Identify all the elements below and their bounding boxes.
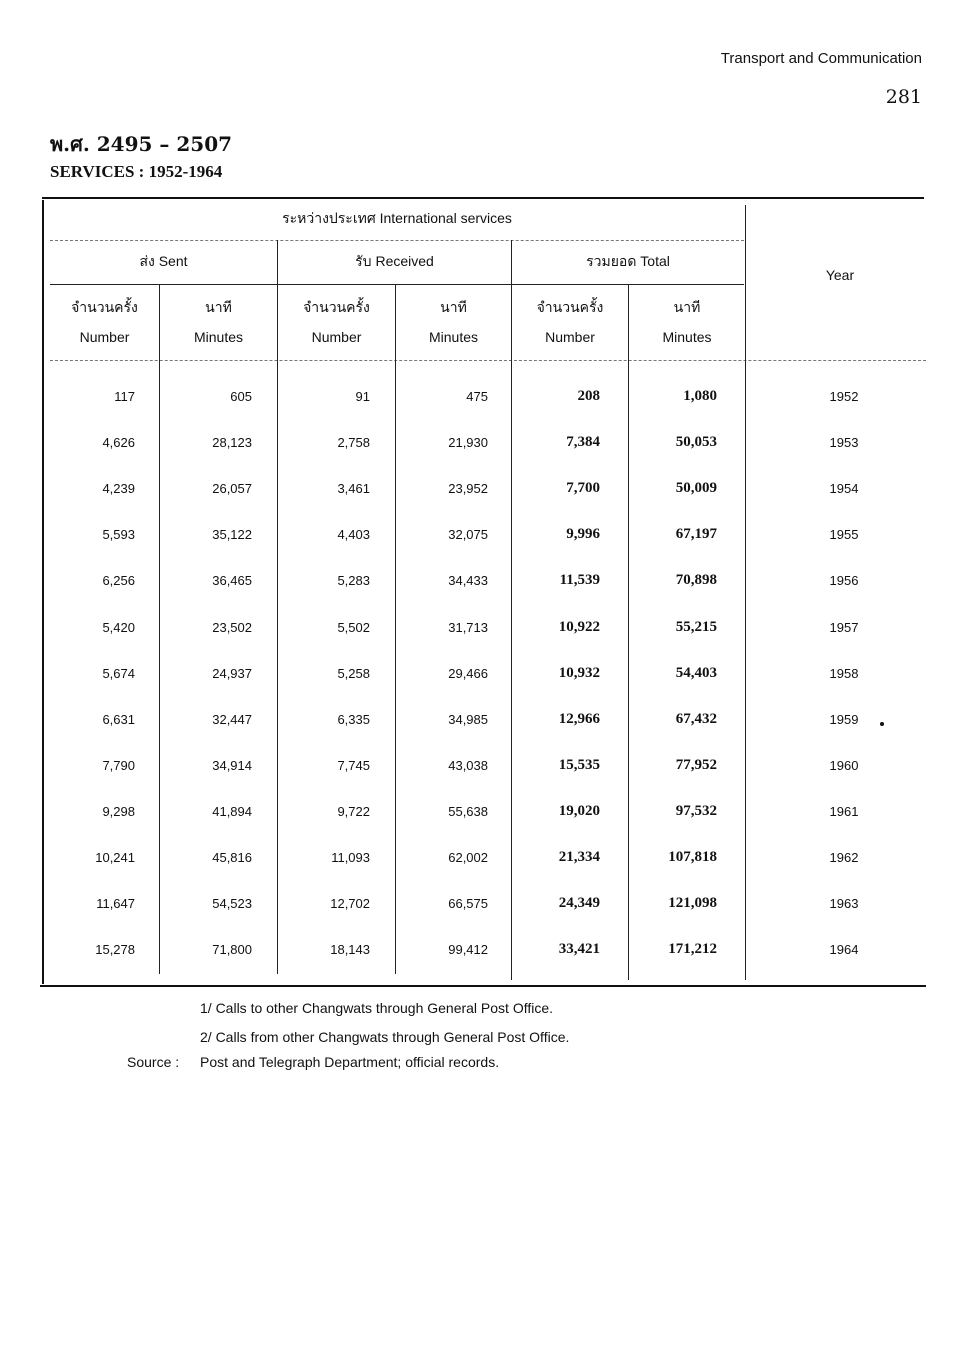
table-cell: 4,403	[337, 527, 370, 542]
table-cell: 4,239	[102, 481, 135, 496]
column-header-thai: นาที	[673, 299, 701, 315]
table-cell: 121,098	[668, 895, 717, 911]
table-cell: 24,937	[212, 666, 252, 681]
year-cell: 1953	[829, 435, 859, 450]
table-cell: 5,283	[337, 573, 370, 588]
table-cell: 208	[577, 388, 600, 404]
table-cell: 7,790	[102, 758, 135, 773]
column-header: Number	[79, 329, 130, 345]
table-cell: 67,432	[675, 711, 717, 727]
year-cell: 1962	[829, 850, 859, 865]
group-header: ระหว่างประเทศ International services	[282, 210, 512, 226]
total-header: รวมยอด Total	[586, 253, 670, 269]
table-cell: 29,466	[448, 666, 488, 681]
received-header: รับ Received	[355, 253, 434, 269]
table-cell: 5,674	[102, 666, 135, 681]
table-cell: 32,447	[212, 712, 252, 727]
column-header-thai: นาที	[205, 299, 232, 315]
year-cell: 1954	[829, 481, 859, 496]
table-cell: 99,412	[448, 942, 488, 957]
table-cell: 9,996	[566, 526, 600, 542]
table-cell: 62,002	[448, 850, 488, 865]
table-cell: 28,123	[212, 435, 252, 450]
table-cell: 55,215	[675, 619, 717, 635]
table-cell: 18,143	[330, 942, 370, 957]
year-cell: 1964	[829, 942, 859, 957]
year-cell: 1957	[829, 620, 859, 635]
year-cell: 1961	[829, 804, 859, 819]
table-cell: 11,093	[331, 850, 370, 865]
table-cell: 5,420	[102, 620, 135, 635]
table-cell: 117	[114, 389, 135, 404]
footnote-1: 1/ Calls to other Changwats through General Post Office.	[200, 1000, 554, 1016]
table-cell: 5,502	[337, 620, 370, 635]
year-cell: 1960	[829, 758, 859, 773]
table-cell: 77,952	[675, 757, 717, 773]
table-cell: 7,384	[566, 434, 600, 450]
table-cell: 34,433	[448, 573, 488, 588]
column-header: Number	[311, 329, 362, 345]
table-cell: 33,421	[558, 941, 600, 957]
table-cell: 15,535	[558, 757, 600, 773]
table-cell: 21,334	[558, 849, 600, 865]
table-cell: 45,816	[212, 850, 252, 865]
table-cell: 35,122	[212, 527, 252, 542]
year-cell: 1952	[829, 389, 859, 404]
table-cell: 23,502	[212, 620, 252, 635]
table-bottom-rule	[40, 985, 926, 987]
table-cell: 6,631	[102, 712, 135, 727]
column-header: Number	[545, 329, 595, 345]
year-cell: 1959	[829, 712, 859, 727]
header-bottom-rule	[50, 360, 926, 361]
table-cell: 11,647	[96, 896, 135, 911]
table-cell: 54,523	[212, 896, 252, 911]
table-cell: 55,638	[448, 804, 488, 819]
table-cell: 24,349	[558, 895, 600, 911]
footnote-2: 2/ Calls from other Changwats through General Post Office.	[200, 1029, 570, 1045]
table-cell: 2,758	[337, 435, 370, 450]
section-header: Transport and Communication	[720, 50, 922, 67]
table-cell: 12,702	[330, 896, 370, 911]
table-cell: 34,914	[212, 758, 252, 773]
table-cell: 34,985	[448, 712, 488, 727]
column-header: Minutes	[193, 329, 244, 345]
source-label: Source :	[127, 1054, 180, 1070]
year-col-divider	[745, 205, 746, 980]
year-header: Year	[825, 267, 855, 283]
column-header: Minutes	[428, 329, 479, 345]
column-header-thai: จำนวนครั้ง	[71, 299, 138, 315]
table-cell: 5,593	[102, 527, 135, 542]
column-header-thai: จำนวนครั้ง	[303, 299, 370, 315]
table-cell: 7,745	[337, 758, 370, 773]
table-cell: 6,256	[102, 573, 135, 588]
table-cell: 67,197	[675, 526, 717, 542]
col-divider	[511, 240, 512, 980]
table-cell: 171,212	[668, 941, 717, 957]
table-cell: 10,932	[558, 665, 600, 681]
year-cell: 1958	[829, 666, 859, 681]
table-cell: 21,930	[448, 435, 488, 450]
table-cell: 7,700	[566, 480, 600, 496]
table-cell: 10,922	[558, 619, 600, 635]
table-cell: 605	[230, 389, 252, 404]
table-cell: 50,009	[675, 480, 717, 496]
year-cell: 1955	[829, 527, 859, 542]
page-number: 281	[885, 86, 922, 108]
column-header-thai: จำนวนครั้ง	[536, 299, 604, 315]
table-cell: 4,626	[102, 435, 135, 450]
table-cell: 3,461	[337, 481, 370, 496]
table-cell: 9,298	[102, 804, 135, 819]
table-cell: 107,818	[668, 849, 717, 865]
table-cell: 97,532	[675, 803, 717, 819]
table-cell: 10,241	[95, 850, 135, 865]
table-cell: 12,966	[558, 711, 600, 727]
table-cell: 91	[355, 389, 370, 404]
table-cell: 66,575	[448, 896, 488, 911]
table-cell: 1,080	[683, 388, 717, 404]
table-cell: 11,539	[559, 572, 600, 588]
table-cell: 15,278	[95, 942, 135, 957]
table-cell: 6,335	[337, 712, 370, 727]
sent-header: ส่ง Sent	[139, 253, 188, 269]
year-cell: 1956	[829, 573, 859, 588]
table-cell: 19,020	[558, 803, 600, 819]
subheader-rule	[50, 284, 744, 285]
table-cell: 9,722	[337, 804, 370, 819]
table-cell: 71,800	[212, 942, 252, 957]
table-cell: 70,898	[675, 572, 717, 588]
table-cell: 50,053	[675, 434, 717, 450]
table-cell: 43,038	[448, 758, 488, 773]
table-cell: 54,403	[675, 665, 717, 681]
table-cell: 475	[466, 389, 488, 404]
page-title: SERVICES : 1952-1964	[50, 162, 223, 181]
table-cell: 5,258	[337, 666, 370, 681]
table-cell: 23,952	[448, 481, 488, 496]
column-header-thai: นาที	[440, 299, 467, 315]
column-header: Minutes	[662, 329, 712, 345]
group-header-rule	[50, 240, 744, 241]
table-cell: 31,713	[448, 620, 488, 635]
table-cell: 36,465	[212, 573, 252, 588]
table-cell: 32,075	[448, 527, 488, 542]
table-left-border	[42, 200, 44, 984]
table-cell: 41,894	[212, 804, 252, 819]
year-cell: 1963	[829, 896, 859, 911]
table-top-rule	[42, 197, 924, 199]
table-cell: 26,057	[212, 481, 252, 496]
source-text: Post and Telegraph Department; official records.	[200, 1054, 500, 1070]
page-title-thai: พ.ศ. 2495 – 2507	[50, 132, 233, 156]
stray-dot	[880, 722, 884, 726]
